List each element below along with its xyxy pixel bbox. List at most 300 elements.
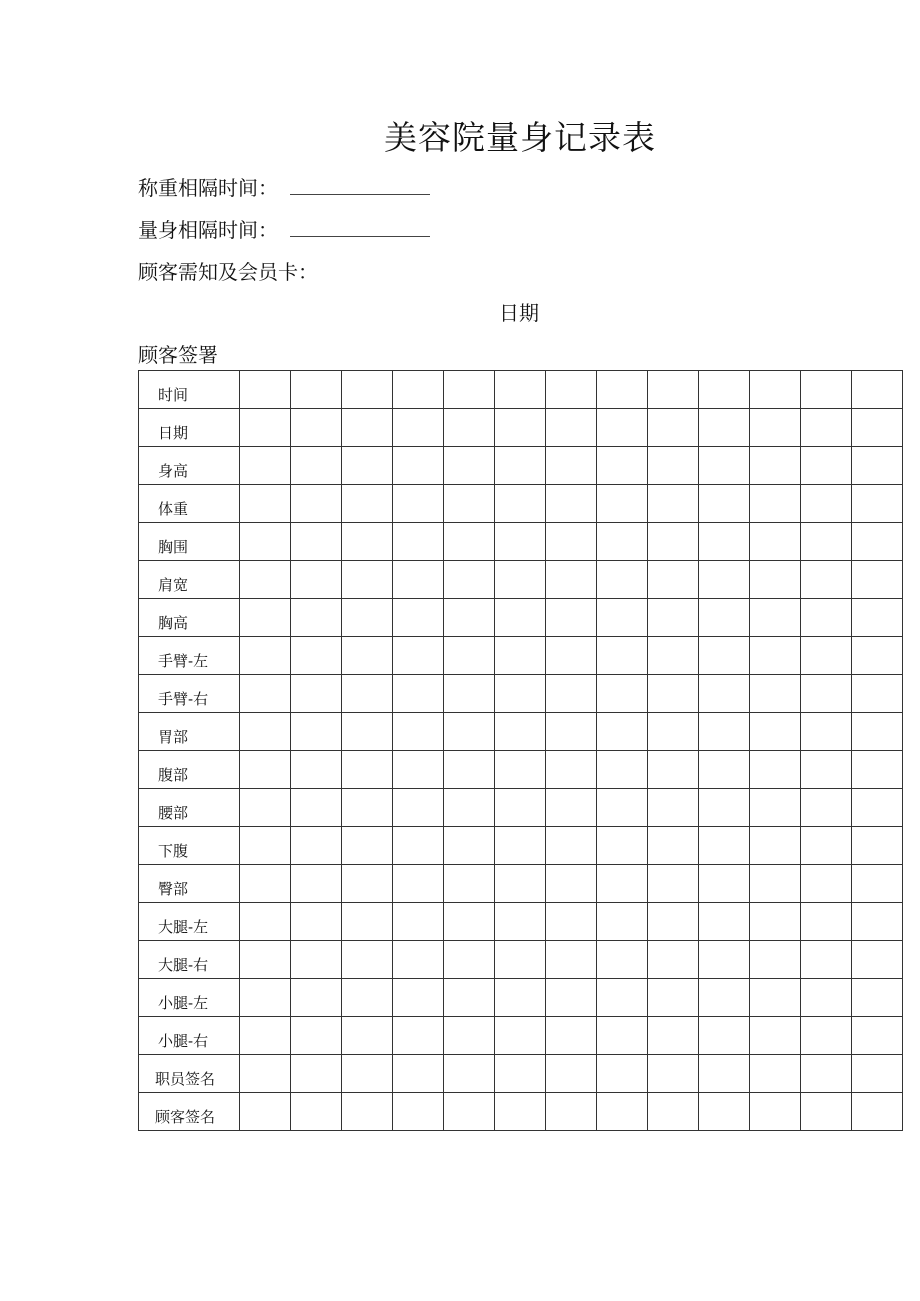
table-cell[interactable] xyxy=(546,485,597,523)
table-cell[interactable] xyxy=(393,409,444,447)
table-cell[interactable] xyxy=(342,523,393,561)
table-cell[interactable] xyxy=(801,599,852,637)
table-cell[interactable] xyxy=(546,941,597,979)
table-cell[interactable] xyxy=(342,827,393,865)
table-cell[interactable] xyxy=(648,675,699,713)
table-cell[interactable] xyxy=(750,599,801,637)
table-cell[interactable] xyxy=(801,789,852,827)
row-label: 胸围 xyxy=(139,523,240,561)
table-cell[interactable] xyxy=(495,1093,546,1131)
table-cell[interactable] xyxy=(852,789,903,827)
table-cell[interactable] xyxy=(699,789,750,827)
table-cell[interactable] xyxy=(240,1017,291,1055)
table-cell[interactable] xyxy=(546,523,597,561)
table-cell[interactable] xyxy=(852,561,903,599)
table-cell[interactable] xyxy=(495,941,546,979)
table-cell[interactable] xyxy=(291,675,342,713)
table-cell[interactable] xyxy=(240,523,291,561)
table-cell[interactable] xyxy=(291,447,342,485)
table-cell[interactable] xyxy=(291,485,342,523)
table-cell[interactable] xyxy=(444,599,495,637)
table-cell[interactable] xyxy=(240,485,291,523)
table-cell[interactable] xyxy=(699,371,750,409)
table-cell[interactable] xyxy=(750,637,801,675)
table-cell[interactable] xyxy=(597,447,648,485)
table-cell[interactable] xyxy=(597,561,648,599)
table-cell[interactable] xyxy=(699,865,750,903)
table-cell[interactable] xyxy=(801,675,852,713)
table-cell[interactable] xyxy=(699,1093,750,1131)
row-label: 手臂-左 xyxy=(139,637,240,675)
table-cell[interactable] xyxy=(852,485,903,523)
table-cell[interactable] xyxy=(546,979,597,1017)
table-cell[interactable] xyxy=(291,751,342,789)
table-cell[interactable] xyxy=(240,903,291,941)
table-cell[interactable] xyxy=(750,409,801,447)
row-label: 下腹 xyxy=(139,827,240,865)
table-cell[interactable] xyxy=(597,637,648,675)
table-cell[interactable] xyxy=(597,599,648,637)
table-cell[interactable] xyxy=(444,1093,495,1131)
table-row xyxy=(139,789,903,827)
table-cell[interactable] xyxy=(648,485,699,523)
table-cell[interactable] xyxy=(291,865,342,903)
table-cell[interactable] xyxy=(546,1093,597,1131)
table-row xyxy=(139,371,903,409)
table-cell[interactable] xyxy=(393,865,444,903)
table-cell[interactable] xyxy=(750,485,801,523)
table-cell[interactable] xyxy=(291,1017,342,1055)
table-cell[interactable] xyxy=(750,713,801,751)
table-cell[interactable] xyxy=(597,713,648,751)
table-cell[interactable] xyxy=(393,713,444,751)
table-cell[interactable] xyxy=(495,713,546,751)
table-cell[interactable] xyxy=(291,1055,342,1093)
table-cell[interactable] xyxy=(393,789,444,827)
table-cell[interactable] xyxy=(393,1055,444,1093)
table-cell[interactable] xyxy=(648,599,699,637)
table-cell[interactable] xyxy=(495,979,546,1017)
table-cell[interactable] xyxy=(342,561,393,599)
table-cell[interactable] xyxy=(648,941,699,979)
table-cell[interactable] xyxy=(852,827,903,865)
table-cell[interactable] xyxy=(648,561,699,599)
table-cell[interactable] xyxy=(240,865,291,903)
table-cell[interactable] xyxy=(648,371,699,409)
table-cell[interactable] xyxy=(546,1055,597,1093)
table-cell[interactable] xyxy=(393,827,444,865)
table-cell[interactable] xyxy=(597,979,648,1017)
table-cell[interactable] xyxy=(699,1017,750,1055)
table-row xyxy=(139,751,903,789)
table-cell[interactable] xyxy=(393,599,444,637)
table-cell[interactable] xyxy=(750,827,801,865)
table-cell[interactable] xyxy=(291,789,342,827)
table-cell[interactable] xyxy=(801,447,852,485)
table-cell[interactable] xyxy=(699,447,750,485)
table-cell[interactable] xyxy=(648,447,699,485)
row-label: 体重 xyxy=(139,485,240,523)
table-cell[interactable] xyxy=(546,903,597,941)
table-cell[interactable] xyxy=(801,1017,852,1055)
table-row xyxy=(139,713,903,751)
table-cell[interactable] xyxy=(495,903,546,941)
table-cell[interactable] xyxy=(597,827,648,865)
table-cell[interactable] xyxy=(444,789,495,827)
table-cell[interactable] xyxy=(801,941,852,979)
table-cell[interactable] xyxy=(750,523,801,561)
weigh-interval-input[interactable] xyxy=(290,174,430,195)
table-cell[interactable] xyxy=(801,979,852,1017)
table-cell[interactable] xyxy=(240,675,291,713)
table-cell[interactable] xyxy=(444,713,495,751)
table-cell[interactable] xyxy=(648,1093,699,1131)
row-label: 日期 xyxy=(139,409,240,447)
weigh-interval-label: 称重相隔时间： xyxy=(138,176,278,200)
table-cell[interactable] xyxy=(240,409,291,447)
table-row xyxy=(139,827,903,865)
table-cell[interactable] xyxy=(597,371,648,409)
table-cell[interactable] xyxy=(801,637,852,675)
table-cell[interactable] xyxy=(852,1093,903,1131)
table-cell[interactable] xyxy=(648,1055,699,1093)
table-cell[interactable] xyxy=(546,713,597,751)
table-cell[interactable] xyxy=(495,789,546,827)
table-row xyxy=(139,903,903,941)
table-cell[interactable] xyxy=(648,903,699,941)
table-cell[interactable] xyxy=(240,979,291,1017)
table-cell[interactable] xyxy=(444,675,495,713)
table-cell[interactable] xyxy=(750,447,801,485)
row-label: 小腿-右 xyxy=(139,1017,240,1055)
table-cell[interactable] xyxy=(291,1093,342,1131)
table-cell[interactable] xyxy=(699,523,750,561)
row-label: 职员签名 xyxy=(139,1055,240,1093)
table-cell[interactable] xyxy=(750,1093,801,1131)
table-cell[interactable] xyxy=(240,713,291,751)
table-cell[interactable] xyxy=(291,371,342,409)
table-cell[interactable] xyxy=(393,561,444,599)
table-cell[interactable] xyxy=(291,599,342,637)
table-row xyxy=(139,409,903,447)
table-cell[interactable] xyxy=(801,1093,852,1131)
table-cell[interactable] xyxy=(444,371,495,409)
table-cell[interactable] xyxy=(597,1017,648,1055)
table-row xyxy=(139,979,903,1017)
table-cell[interactable] xyxy=(444,979,495,1017)
table-cell[interactable] xyxy=(750,1017,801,1055)
table-cell[interactable] xyxy=(495,447,546,485)
table-cell[interactable] xyxy=(393,485,444,523)
table-cell[interactable] xyxy=(699,561,750,599)
table-cell[interactable] xyxy=(393,1017,444,1055)
table-cell[interactable] xyxy=(444,865,495,903)
table-cell[interactable] xyxy=(801,713,852,751)
table-cell[interactable] xyxy=(750,371,801,409)
table-row xyxy=(139,637,903,675)
measurement-table xyxy=(138,370,903,1131)
table-cell[interactable] xyxy=(291,523,342,561)
table-cell[interactable] xyxy=(597,941,648,979)
table-cell[interactable] xyxy=(240,827,291,865)
table-cell[interactable] xyxy=(546,827,597,865)
table-cell[interactable] xyxy=(240,447,291,485)
table-cell[interactable] xyxy=(444,485,495,523)
table-cell[interactable] xyxy=(495,409,546,447)
table-cell[interactable] xyxy=(444,561,495,599)
table-cell[interactable] xyxy=(852,523,903,561)
row-label: 腹部 xyxy=(139,751,240,789)
table-cell[interactable] xyxy=(444,827,495,865)
table-cell[interactable] xyxy=(393,941,444,979)
table-cell[interactable] xyxy=(648,523,699,561)
table-cell[interactable] xyxy=(495,599,546,637)
table-cell[interactable] xyxy=(342,713,393,751)
table-cell[interactable] xyxy=(699,979,750,1017)
table-cell[interactable] xyxy=(291,637,342,675)
table-cell[interactable] xyxy=(597,865,648,903)
table-cell[interactable] xyxy=(291,979,342,1017)
table-cell[interactable] xyxy=(495,751,546,789)
table-cell[interactable] xyxy=(444,903,495,941)
table-cell[interactable] xyxy=(852,1017,903,1055)
table-cell[interactable] xyxy=(852,713,903,751)
table-cell[interactable] xyxy=(648,713,699,751)
table-cell[interactable] xyxy=(750,941,801,979)
table-cell[interactable] xyxy=(852,675,903,713)
table-cell[interactable] xyxy=(699,827,750,865)
table-cell[interactable] xyxy=(495,1055,546,1093)
table-cell[interactable] xyxy=(546,1017,597,1055)
table-cell[interactable] xyxy=(291,903,342,941)
table-cell[interactable] xyxy=(852,865,903,903)
table-cell[interactable] xyxy=(852,903,903,941)
table-cell[interactable] xyxy=(597,1055,648,1093)
table-row xyxy=(139,1093,903,1131)
row-label: 小腿-左 xyxy=(139,979,240,1017)
table-cell[interactable] xyxy=(546,447,597,485)
table-cell[interactable] xyxy=(240,599,291,637)
table-cell[interactable] xyxy=(495,371,546,409)
table-cell[interactable] xyxy=(546,751,597,789)
table-cell[interactable] xyxy=(444,941,495,979)
table-cell[interactable] xyxy=(546,371,597,409)
table-row xyxy=(139,1017,903,1055)
date-caption: 日期 xyxy=(499,301,539,325)
table-cell[interactable] xyxy=(852,409,903,447)
table-cell[interactable] xyxy=(546,637,597,675)
table-cell[interactable] xyxy=(495,1017,546,1055)
table-cell[interactable] xyxy=(393,979,444,1017)
table-cell[interactable] xyxy=(342,1017,393,1055)
measure-interval-input[interactable] xyxy=(290,216,430,237)
table-cell[interactable] xyxy=(342,599,393,637)
table-cell[interactable] xyxy=(342,941,393,979)
table-cell[interactable] xyxy=(342,409,393,447)
table-cell[interactable] xyxy=(495,523,546,561)
row-label: 大腿-右 xyxy=(139,941,240,979)
table-cell[interactable] xyxy=(648,1017,699,1055)
table-cell[interactable] xyxy=(240,941,291,979)
table-cell[interactable] xyxy=(852,941,903,979)
table-cell[interactable] xyxy=(699,409,750,447)
table-cell[interactable] xyxy=(342,447,393,485)
table-cell[interactable] xyxy=(750,979,801,1017)
row-label: 身高 xyxy=(139,447,240,485)
row-label: 肩宽 xyxy=(139,561,240,599)
table-cell[interactable] xyxy=(495,865,546,903)
table-cell[interactable] xyxy=(342,751,393,789)
measure-interval-field xyxy=(138,215,430,245)
table-cell[interactable] xyxy=(342,1093,393,1131)
row-label: 手臂-右 xyxy=(139,675,240,713)
table-cell[interactable] xyxy=(597,903,648,941)
table-cell[interactable] xyxy=(546,561,597,599)
table-cell[interactable] xyxy=(648,409,699,447)
table-cell[interactable] xyxy=(240,371,291,409)
table-cell[interactable] xyxy=(546,865,597,903)
table-cell[interactable] xyxy=(291,409,342,447)
table-cell[interactable] xyxy=(342,979,393,1017)
table-cell[interactable] xyxy=(495,827,546,865)
table-cell[interactable] xyxy=(240,1055,291,1093)
table-cell[interactable] xyxy=(342,865,393,903)
table-cell[interactable] xyxy=(699,751,750,789)
table-cell[interactable] xyxy=(648,637,699,675)
table-cell[interactable] xyxy=(852,599,903,637)
table-cell[interactable] xyxy=(801,409,852,447)
table-cell[interactable] xyxy=(597,523,648,561)
table-row xyxy=(139,485,903,523)
table-cell[interactable] xyxy=(240,789,291,827)
table-cell[interactable] xyxy=(852,979,903,1017)
table-cell[interactable] xyxy=(750,751,801,789)
table-cell[interactable] xyxy=(801,523,852,561)
table-cell[interactable] xyxy=(291,713,342,751)
table-cell[interactable] xyxy=(750,865,801,903)
table-cell[interactable] xyxy=(495,485,546,523)
table-cell[interactable] xyxy=(546,789,597,827)
table-cell[interactable] xyxy=(801,561,852,599)
table-cell[interactable] xyxy=(801,751,852,789)
table-cell[interactable] xyxy=(240,637,291,675)
table-cell[interactable] xyxy=(444,1055,495,1093)
table-cell[interactable] xyxy=(852,1055,903,1093)
table-cell[interactable] xyxy=(240,561,291,599)
table-cell[interactable] xyxy=(444,447,495,485)
table-cell[interactable] xyxy=(546,599,597,637)
table-cell[interactable] xyxy=(648,979,699,1017)
table-cell[interactable] xyxy=(852,447,903,485)
table-cell[interactable] xyxy=(750,1055,801,1093)
table-cell[interactable] xyxy=(750,675,801,713)
table-cell[interactable] xyxy=(291,827,342,865)
table-cell[interactable] xyxy=(699,903,750,941)
table-cell[interactable] xyxy=(342,1055,393,1093)
table-cell[interactable] xyxy=(801,903,852,941)
table-cell[interactable] xyxy=(393,675,444,713)
table-cell[interactable] xyxy=(342,371,393,409)
table-cell[interactable] xyxy=(750,789,801,827)
table-cell[interactable] xyxy=(852,637,903,675)
table-cell[interactable] xyxy=(495,675,546,713)
table-cell[interactable] xyxy=(342,637,393,675)
table-cell[interactable] xyxy=(444,409,495,447)
table-cell[interactable] xyxy=(597,409,648,447)
table-cell[interactable] xyxy=(291,561,342,599)
table-cell[interactable] xyxy=(444,523,495,561)
table-cell[interactable] xyxy=(393,903,444,941)
table-cell[interactable] xyxy=(291,941,342,979)
table-cell[interactable] xyxy=(342,675,393,713)
table-cell[interactable] xyxy=(699,713,750,751)
table-cell[interactable] xyxy=(699,599,750,637)
table-cell[interactable] xyxy=(393,751,444,789)
table-cell[interactable] xyxy=(444,1017,495,1055)
row-label: 腰部 xyxy=(139,789,240,827)
measurement-table-body xyxy=(139,371,903,1131)
table-cell[interactable] xyxy=(342,903,393,941)
table-cell[interactable] xyxy=(699,637,750,675)
table-cell[interactable] xyxy=(801,371,852,409)
table-cell[interactable] xyxy=(750,561,801,599)
table-cell[interactable] xyxy=(240,1093,291,1131)
table-cell[interactable] xyxy=(801,827,852,865)
table-cell[interactable] xyxy=(240,751,291,789)
table-cell[interactable] xyxy=(393,1093,444,1131)
table-cell[interactable] xyxy=(597,751,648,789)
table-cell[interactable] xyxy=(699,1055,750,1093)
row-label: 胃部 xyxy=(139,713,240,751)
table-cell[interactable] xyxy=(699,675,750,713)
table-cell[interactable] xyxy=(648,865,699,903)
table-cell[interactable] xyxy=(546,409,597,447)
table-row xyxy=(139,447,903,485)
table-cell[interactable] xyxy=(495,637,546,675)
table-cell[interactable] xyxy=(648,789,699,827)
table-cell[interactable] xyxy=(597,675,648,713)
row-label: 胸高 xyxy=(139,599,240,637)
table-cell[interactable] xyxy=(648,827,699,865)
table-row xyxy=(139,941,903,979)
table-cell[interactable] xyxy=(597,485,648,523)
table-cell[interactable] xyxy=(597,789,648,827)
table-cell[interactable] xyxy=(444,751,495,789)
table-cell[interactable] xyxy=(342,789,393,827)
table-cell[interactable] xyxy=(801,1055,852,1093)
table-cell[interactable] xyxy=(597,1093,648,1131)
table-cell[interactable] xyxy=(648,751,699,789)
weigh-interval-field xyxy=(138,173,430,203)
row-label: 臀部 xyxy=(139,865,240,903)
table-cell[interactable] xyxy=(852,371,903,409)
table-cell[interactable] xyxy=(393,523,444,561)
table-cell[interactable] xyxy=(699,941,750,979)
table-cell[interactable] xyxy=(546,675,597,713)
table-cell[interactable] xyxy=(852,751,903,789)
table-cell[interactable] xyxy=(444,637,495,675)
table-cell[interactable] xyxy=(342,485,393,523)
table-cell[interactable] xyxy=(495,561,546,599)
table-cell[interactable] xyxy=(750,903,801,941)
table-row xyxy=(139,523,903,561)
table-cell[interactable] xyxy=(699,485,750,523)
table-cell[interactable] xyxy=(393,637,444,675)
table-cell[interactable] xyxy=(801,485,852,523)
table-cell[interactable] xyxy=(393,371,444,409)
table-cell[interactable] xyxy=(801,865,852,903)
table-cell[interactable] xyxy=(393,447,444,485)
